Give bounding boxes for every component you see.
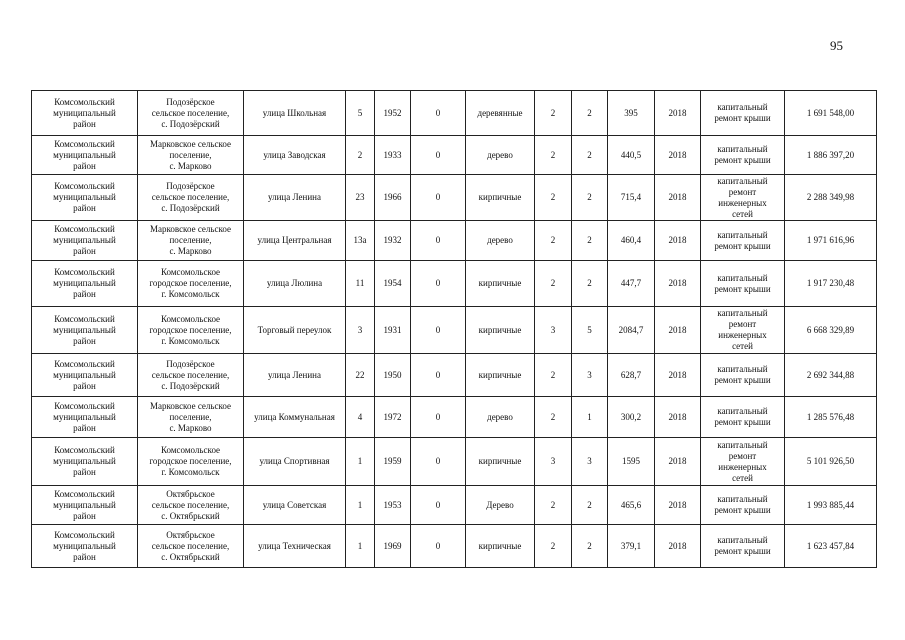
house-number-cell: 22 [346,354,375,397]
work-type-cell: капитальный ремонт крыши [701,354,785,397]
district-cell: Комсомольский муниципальный район [32,91,138,136]
floors-cell: 2 [535,525,572,568]
page-number: 95 [830,38,843,53]
floors-cell: 2 [535,91,572,136]
plan-year-cell: 2018 [655,397,701,438]
district-cell: Комсомольский муниципальный район [32,221,138,261]
settlement-cell: Октябрьское сельское поселение, с. Октябрьский [138,486,244,525]
house-number-cell: 3 [346,307,375,354]
cost-cell: 1 971 616,96 [785,221,877,261]
floors-cell: 3 [535,307,572,354]
cost-cell: 2 288 349,98 [785,175,877,221]
cost-cell: 1 691 548,00 [785,91,877,136]
table-row [32,525,877,568]
house-number-cell: 23 [346,175,375,221]
settlement-cell: Марковское сельское поселение, с. Марково [138,136,244,175]
build-year-cell: 1966 [375,175,411,221]
settlement-cell: Комсомольское городское поселение, г. Комсомольск [138,261,244,307]
floors-cell: 2 [535,486,572,525]
table-row [32,307,877,354]
zero-value-cell: 0 [411,486,466,525]
plan-year-cell: 2018 [655,486,701,525]
zero-value-cell: 0 [411,397,466,438]
house-number-cell: 1 [346,486,375,525]
cost-cell: 1 917 230,48 [785,261,877,307]
plan-year-cell: 2018 [655,175,701,221]
settlement-cell: Марковское сельское поселение, с. Марково [138,221,244,261]
entrances-cell: 1 [572,397,608,438]
settlement-cell: Подозёрское сельское поселение, с. Подозёрский [138,175,244,221]
wall-material-cell: деревянные [466,91,535,136]
street-cell: улица Школьная [244,91,346,136]
table-row [32,175,877,221]
plan-year-cell: 2018 [655,136,701,175]
table-row [32,397,877,438]
plan-year-cell: 2018 [655,91,701,136]
table-row [32,438,877,486]
build-year-cell: 1950 [375,354,411,397]
zero-value-cell: 0 [411,221,466,261]
settlement-cell: Подозёрское сельское поселение, с. Подозёрский [138,91,244,136]
district-cell: Комсомольский муниципальный район [32,175,138,221]
wall-material-cell: кирпичные [466,175,535,221]
table-body [32,91,877,568]
zero-value-cell: 0 [411,525,466,568]
house-number-cell: 11 [346,261,375,307]
zero-value-cell: 0 [411,136,466,175]
district-cell: Комсомольский муниципальный район [32,486,138,525]
entrances-cell: 3 [572,354,608,397]
table-row [32,261,877,307]
table-row [32,136,877,175]
area-cell: 300,2 [608,397,655,438]
work-type-cell: капитальный ремонт инженерных сетей [701,175,785,221]
floors-cell: 2 [535,354,572,397]
zero-value-cell: 0 [411,354,466,397]
wall-material-cell: кирпичные [466,438,535,486]
build-year-cell: 1969 [375,525,411,568]
build-year-cell: 1932 [375,221,411,261]
entrances-cell: 5 [572,307,608,354]
cost-cell: 2 692 344,88 [785,354,877,397]
house-number-cell: 13а [346,221,375,261]
district-cell: Комсомольский муниципальный район [32,261,138,307]
work-type-cell: капитальный ремонт крыши [701,136,785,175]
area-cell: 395 [608,91,655,136]
floors-cell: 2 [535,221,572,261]
floors-cell: 2 [535,136,572,175]
entrances-cell: 2 [572,486,608,525]
cost-cell: 1 993 885,44 [785,486,877,525]
plan-year-cell: 2018 [655,261,701,307]
street-cell: улица Заводская [244,136,346,175]
table-row [32,91,877,136]
entrances-cell: 2 [572,175,608,221]
floors-cell: 2 [535,261,572,307]
area-cell: 628,7 [608,354,655,397]
street-cell: улица Ленина [244,175,346,221]
settlement-cell: Октябрьское сельское поселение, с. Октябрьский [138,525,244,568]
work-type-cell: капитальный ремонт инженерных сетей [701,307,785,354]
work-type-cell: капитальный ремонт крыши [701,397,785,438]
build-year-cell: 1952 [375,91,411,136]
district-cell: Комсомольский муниципальный район [32,136,138,175]
wall-material-cell: дерево [466,221,535,261]
zero-value-cell: 0 [411,261,466,307]
entrances-cell: 2 [572,91,608,136]
build-year-cell: 1972 [375,397,411,438]
work-type-cell: капитальный ремонт крыши [701,525,785,568]
cost-cell: 5 101 926,50 [785,438,877,486]
area-cell: 1595 [608,438,655,486]
table-row [32,354,877,397]
wall-material-cell: кирпичные [466,354,535,397]
wall-material-cell: кирпичные [466,307,535,354]
wall-material-cell: кирпичные [466,261,535,307]
plan-year-cell: 2018 [655,438,701,486]
work-type-cell: капитальный ремонт крыши [701,91,785,136]
cost-cell: 1 285 576,48 [785,397,877,438]
street-cell: улица Ленина [244,354,346,397]
build-year-cell: 1933 [375,136,411,175]
build-year-cell: 1959 [375,438,411,486]
wall-material-cell: Дерево [466,486,535,525]
zero-value-cell: 0 [411,438,466,486]
district-cell: Комсомольский муниципальный район [32,525,138,568]
district-cell: Комсомольский муниципальный район [32,438,138,486]
entrances-cell: 2 [572,525,608,568]
area-cell: 440,5 [608,136,655,175]
plan-year-cell: 2018 [655,525,701,568]
street-cell: Торговый переулок [244,307,346,354]
area-cell: 379,1 [608,525,655,568]
street-cell: улица Техническая [244,525,346,568]
build-year-cell: 1953 [375,486,411,525]
house-number-cell: 1 [346,438,375,486]
work-type-cell: капитальный ремонт крыши [701,221,785,261]
wall-material-cell: дерево [466,397,535,438]
area-cell: 715,4 [608,175,655,221]
entrances-cell: 2 [572,221,608,261]
house-number-cell: 2 [346,136,375,175]
work-type-cell: капитальный ремонт крыши [701,486,785,525]
entrances-cell: 3 [572,438,608,486]
district-cell: Комсомольский муниципальный район [32,307,138,354]
settlement-cell: Марковское сельское поселение, с. Марково [138,397,244,438]
zero-value-cell: 0 [411,91,466,136]
street-cell: улица Коммунальная [244,397,346,438]
settlement-cell: Комсомольское городское поселение, г. Комсомольск [138,307,244,354]
area-cell: 460,4 [608,221,655,261]
area-cell: 465,6 [608,486,655,525]
work-type-cell: капитальный ремонт крыши [701,261,785,307]
house-number-cell: 1 [346,525,375,568]
build-year-cell: 1954 [375,261,411,307]
settlement-cell: Подозёрское сельское поселение, с. Подозёрский [138,354,244,397]
street-cell: улица Центральная [244,221,346,261]
wall-material-cell: дерево [466,136,535,175]
plan-year-cell: 2018 [655,354,701,397]
area-cell: 2084,7 [608,307,655,354]
zero-value-cell: 0 [411,307,466,354]
plan-year-cell: 2018 [655,307,701,354]
area-cell: 447,7 [608,261,655,307]
housing-repair-table [31,90,877,568]
build-year-cell: 1931 [375,307,411,354]
floors-cell: 2 [535,397,572,438]
entrances-cell: 2 [572,136,608,175]
street-cell: улица Спортивная [244,438,346,486]
street-cell: улица Советская [244,486,346,525]
wall-material-cell: кирпичные [466,525,535,568]
floors-cell: 2 [535,175,572,221]
district-cell: Комсомольский муниципальный район [32,354,138,397]
district-cell: Комсомольский муниципальный район [32,397,138,438]
cost-cell: 1 886 397,20 [785,136,877,175]
table-row [32,221,877,261]
table-row [32,486,877,525]
work-type-cell: капитальный ремонт инженерных сетей [701,438,785,486]
plan-year-cell: 2018 [655,221,701,261]
house-number-cell: 4 [346,397,375,438]
cost-cell: 1 623 457,84 [785,525,877,568]
cost-cell: 6 668 329,89 [785,307,877,354]
zero-value-cell: 0 [411,175,466,221]
street-cell: улица Люлина [244,261,346,307]
floors-cell: 3 [535,438,572,486]
settlement-cell: Комсомольское городское поселение, г. Комсомольск [138,438,244,486]
entrances-cell: 2 [572,261,608,307]
house-number-cell: 5 [346,91,375,136]
